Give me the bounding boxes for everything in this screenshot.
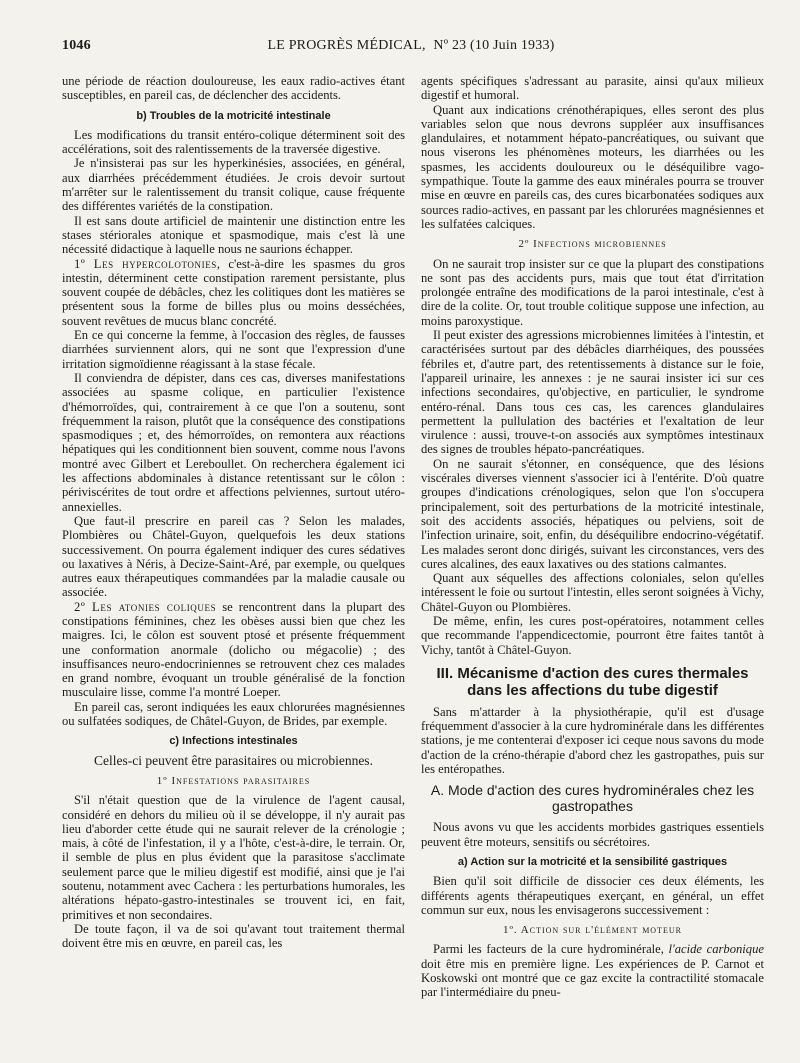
paragraph-text: Parmi les facteurs de la cure hydrominérale,	[433, 942, 664, 957]
running-header	[62, 38, 760, 60]
paragraph: Il peut exister des agressions microbiennes limitées à l'intestin, et caractérisées surtout par des débâcles diarrhéiques, des poussées fébriles et, d'autre part, des retentissements à distance sur le foie, l'appareil urinaire, les annexes : je ne saurai insister ici sur ces infections secondaires, qu'objective, en particulier, le syndrome entéro-rénal. Dans tous ces cas, les carences glandulaires permettent la pullulation des bactéries et l'exaltation de leur virulence : aussi, trouve-t-on associés aux symptômes intestinaux des signes de troubles hépato-pancréatiques.	[421, 328, 764, 457]
emphasis: l'acide carbonique	[668, 942, 764, 957]
paragraph: agents spécifiques s'adressant au parasite, ainsi qu'aux milieux digestif et humoral.	[421, 74, 764, 103]
paragraph: On ne saurait s'étonner, en conséquence, que des lésions viscérales diverses viennent s'associer ici à l'entérite. D'où quatre groupes d'indications crénologiques, selon que l'on s'occupera principalement, soit des perturbations de la motricité intestinale, soit des accidents associés, hépatiques ou pelviens, soit de l'infection urinaire, soit, enfin, du déséquilibre endocrino-végétatif. Les malades seront donc dirigés, suivant les circonstances, vers des cures alcalines, des eaux laxatives ou des stations calmantes.	[421, 456, 764, 571]
paragraph-text: c'est-à-dire les spasmes du gros intestin, déterminent cette constipation rarement persistante, plus souvent coupée de débâcles, chez les colitiques dont les matières se présentent sous la forme de billes plus ou moins desséchées, souvent revêtues de mucus blanc concrété.	[62, 256, 405, 328]
paragraph: S'il n'était question que de la virulence de l'agent causal, considéré en dehors du milieu où il se développe, il n'y aurait pas lieu d'aborder cette étude qui ne saurait relever de la crénologie ; mais, à côté de l'infestation, il y a l'hôte, c'est-à-dire, le terrain. Or, il semble de plus en plus évident que la parasitose s'acclimate seulement parce que le milieu digestif est modifié, ainsi que je l'ai soutenu, notamment avec Cachera : les perturbations humorales, les altérations hépato-gastro-intestinales se trouvent ici, en fait, primitives et non secondaires.	[62, 793, 405, 922]
lead-sentence: Celles-ci peuvent être parasitaires ou microbiennes.	[94, 752, 373, 768]
subsection-title: A. Mode d'action des cures hydrominérales chez les gastropathes	[430, 782, 755, 815]
sub-subsection-heading: 2º Infections microbiennes	[518, 238, 667, 251]
paragraph: Que faut-il prescrire en pareil cas ? Selon les malades, Plombières ou Châtel-Guyon, quelquefois les deux stations successivement. On pourra également indiquer des cures sédatives ou laxatives à Néris, à Decize-Saint-Aré, par exemple, ou quelques autres eaux thérapeutiques commandées par la maladie causale ou associée.	[62, 513, 405, 600]
paragraph: On ne saurait trop insister sur ce que la plupart des constipations ne sont pas des accidents purs, mais que tout état d'irritation prolongée entraîne des modifications de la paroi intestinale, c'est à dire de la colite. Or, tout trouble colitique suppose une infection, au moins paroxystique.	[421, 256, 764, 328]
paragraph: Quant aux indications crénothérapiques, elles seront des plus variables selon que nous devrons suppléer aux insuffisances glandulaires, et notamment hépato-pancréatiques, ou suivant que nous viserons les phénomènes moteurs, les diarrhées ou les spasmes, les accidents douloureux ou le déséquilibre vago-sympathique. Toute la gamme des eaux minérales pourra se trouver mise en œuvre en pareils cas, des cures bicarbonatées sodiques aux sources radio-actives, en passant par les chlorurées magnésiennes et les sulfatées calciques.	[421, 102, 764, 231]
inline-lead: 2º Les atonies coliques	[74, 599, 217, 614]
subsection-heading: c) Infections intestinales	[169, 735, 298, 748]
paragraph: En ce qui concerne la femme, à l'occasion des règles, de fausses diarrhées surviennent alors, qui ne sont que l'expression d'une irritation sigmoïdienne réagissant à la stase fécale.	[62, 328, 405, 371]
paragraph: Nous avons vu que les accidents morbides gastriques essentiels peuvent être moteurs, sensitifs ou sécrétoires.	[421, 820, 764, 849]
page-number: 1046	[62, 38, 91, 53]
paragraph: De même, enfin, les cures post-opératoires, notamment celles que recommande l'appendicectomie, pourront être faites tantôt à Vichy, tantôt à Châtel-Guyon.	[421, 613, 764, 657]
journal-title: LE PROGRÈS MÉDICAL,	[267, 38, 426, 53]
right-column	[421, 74, 764, 1049]
paragraph: Les modifications du transit entéro-colique déterminent soit des accélérations, soit des ralentissements de la traversée digestive.	[62, 127, 405, 157]
subsection-heading: a) Action sur la motricité et la sensibilité gastriques	[457, 855, 728, 868]
paragraph: En pareil cas, seront indiquées les eaux chlorurées magnésiennes ou sulfatées sodiques, de Châtel-Guyon, de Brides, par exemple.	[62, 699, 405, 729]
left-column	[62, 74, 405, 1049]
paragraph-text: se rencontrent dans la plupart des constipations féminines, chez les obèses aussi bien que chez les maigres. Ici, le côlon est souvent ptosé et présente fréquemment une conformation anormale (dolicho ou mégacolie) ; des insuffisances neuro-endocriniennes se retrouvent chez ces malades en grand nombre, évoquant un trouble généralisé de la fonction musculaire lisse, comme l'a montré Loeper.	[62, 599, 405, 700]
paragraph	[62, 600, 405, 700]
paragraph: une période de réaction douloureuse, les eaux radio-actives étant susceptibles, en pareil cas, de déclencher des accidents.	[62, 74, 405, 103]
paragraph: Il conviendra de dépister, dans ces cas, diverses manifestations associées au spasme colique, en particulier l'existence d'hémorroïdes, qui, contrairement à ce que l'on a soutenu, sont fréquemment la raison, plutôt que la conséquence des constipations spasmodiques ; et, des hémorroïdes, on remontera aux réactions hépatiques qui les conditionnent bien souvent, comme nous l'avons montré avec Gilbert et Lereboullet. On recherchera également ici les affections abdominales à distance retentissant sur le côlon : périviscérites de tout ordre et affections pelviennes, surtout utéro-annexielles.	[62, 370, 405, 514]
journal-title-line	[62, 38, 760, 54]
paragraph: De toute façon, il va de soi qu'avant tout traitement thermal doivent être mis en œuvre, en pareil cas, les	[62, 921, 405, 951]
section-title: III. Mécanisme d'action des cures thermales dans les affections du tube digestif	[436, 664, 749, 699]
paragraph: Quant aux séquelles des affections coloniales, selon qu'elles intéressent le foie ou surtout l'intestin, elles seront soignées à Vichy, Châtel-Guyon ou Plombières.	[421, 571, 764, 614]
paragraph: Sans m'attarder à la physiothérapie, qu'il est d'usage fréquemment d'associer à la cure hydrominérale dans les différentes stations, je me contenterai d'exposer ici ceque nous savons du mode d'action de la créno-thérapie d'abord chez les gastropathes, puis sur les entéropathes.	[421, 704, 764, 777]
paragraph	[62, 257, 405, 328]
paragraph-text: doit être mis en première ligne. Les expériences de P. Carnot et Koskowski ont montré que ce gaz excite la contractilité stomacale par l'intermédiaire du pneu-	[421, 956, 764, 1000]
paragraph	[421, 942, 764, 999]
subsection-heading: b) Troubles de la motricité intestinale	[136, 109, 331, 122]
inline-lead: 1º Les hypercolotonies,	[74, 256, 221, 271]
sub-subsection-heading: 1º. Action sur l'élément moteur	[503, 924, 682, 937]
paragraph: Il est sans doute artificiel de maintenir une distinction entre les stases stériorales atonique et spasmodique, mais c'est là une nécessité didactique à laquelle nous ne saurions échapper.	[62, 213, 405, 257]
sub-subsection-heading: 1º Infestations parasitaires	[156, 774, 311, 787]
paragraph: Je n'insisterai pas sur les hyperkinésies, associées, en général, aux diarrhées précédemment étudiées. Je crois devoir surtout m'arrêter sur le ralentissement du transit colique, cause fréquente des différentes variétés de la constipation.	[62, 156, 405, 214]
paragraph: Bien qu'il soit difficile de dissocier ces deux éléments, les différents agents thérapeutiques exerçant, en général, un effet commun sur eux, nous les envisagerons successivement :	[421, 874, 764, 917]
issue-info: Nº 23 (10 Juin 1933)	[433, 38, 555, 53]
